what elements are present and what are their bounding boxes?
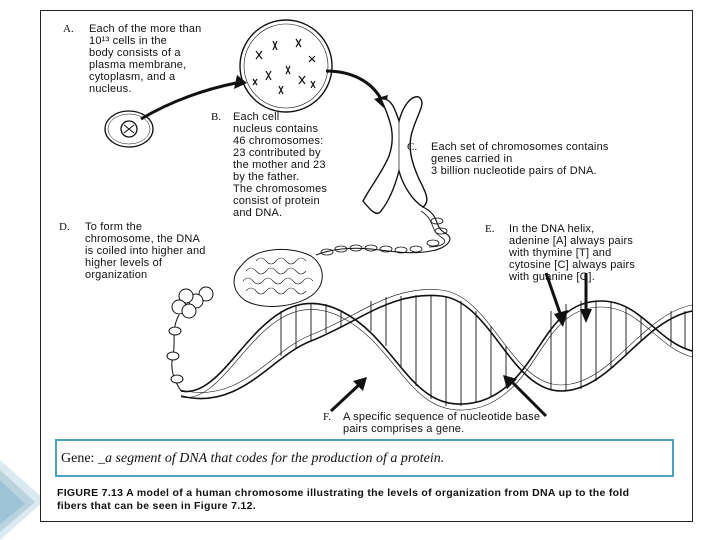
label-a-letter: A. <box>63 23 74 35</box>
label-d-text: To form the chromosome, the DNA is coiled into higher and higher levels of organization <box>85 221 206 281</box>
nucleosome-beads <box>167 287 213 391</box>
label-b-text: Each cell nucleus contains 46 chromosomes: 23 contributed by the mother and 23 by the father. The chromosomes consist of protein and DNA. <box>233 111 328 219</box>
chromosome-illustration <box>363 97 427 214</box>
gene-definition: _a segment of DNA that codes for the production of a protein. <box>97 451 445 466</box>
label-d-letter: D. <box>59 221 70 233</box>
label-e-text: In the DNA helix, adenine [A] always pairs with thymine [T] and cytosine [C] always pairs with guanine [G]. <box>509 223 636 283</box>
arrow-nucleus-to-chromosome <box>326 71 388 109</box>
label-f-letter: F. <box>323 411 331 423</box>
label-e-letter: E. <box>485 223 495 235</box>
gene-term: Gene: <box>61 451 95 466</box>
figure-frame <box>40 10 693 522</box>
supercoil-illustration <box>234 249 322 306</box>
caption-line-2: fibers that can be seen in Figure 7.12. <box>57 500 257 512</box>
label-c-letter: C. <box>407 141 418 153</box>
label-f-text: A specific sequence of nucleotide base pairs comprises a gene. <box>343 411 541 435</box>
label-c-text: Each set of chromosomes contains genes carried in 3 billion nucleotide pairs of DNA. <box>431 141 609 177</box>
figure-caption <box>57 487 687 513</box>
arrow-to-gene-segment <box>331 375 546 416</box>
caption-line-1: FIGURE 7.13 A model of a human chromosome illustrating the levels of organization from DNA up to the fold <box>57 487 630 499</box>
label-b-letter: B. <box>211 111 222 123</box>
label-a-text: Each of the more than 10¹³ cells in the body consists of a plasma membrane, cytoplasm, and a nucleus. <box>89 23 202 95</box>
cell-illustration <box>240 20 332 112</box>
dna-double-helix <box>181 289 692 410</box>
gene-definition-box <box>55 439 674 477</box>
